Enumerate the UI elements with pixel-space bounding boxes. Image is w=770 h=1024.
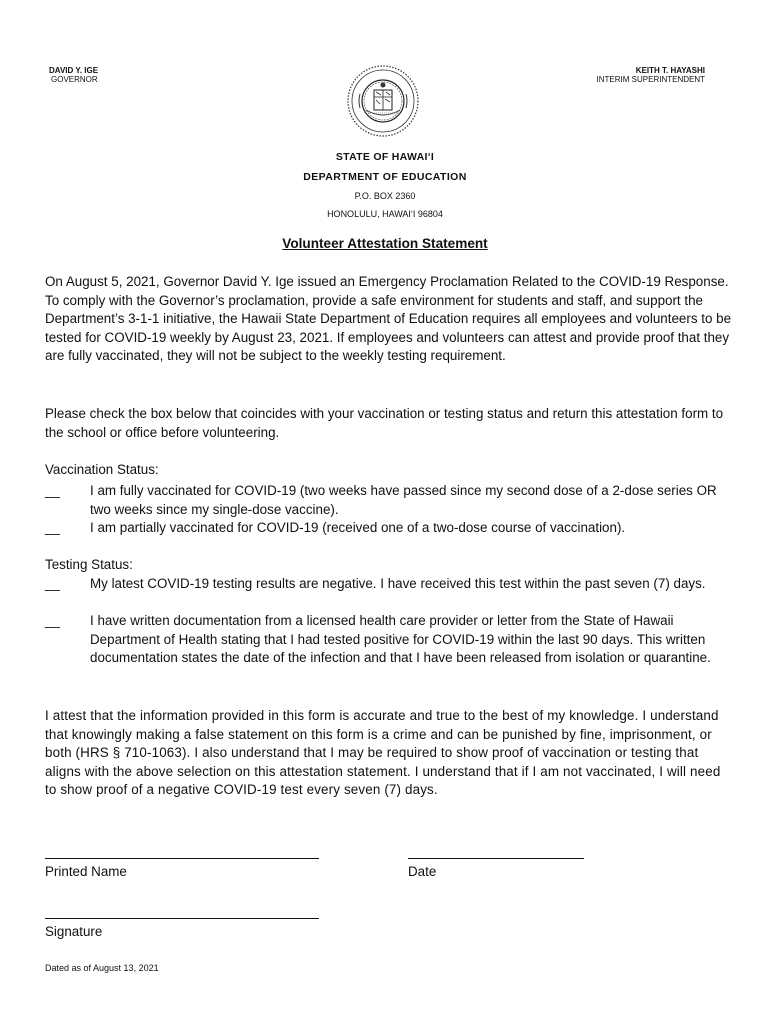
- state-heading: STATE OF HAWAI‘I: [335, 151, 435, 163]
- printed-name-label: Printed Name: [45, 864, 127, 879]
- option-label: I am partially vaccinated for COVID-19 (received one of a two-dose course of vaccination).: [90, 520, 626, 535]
- department-heading: DEPARTMENT OF EDUCATION: [303, 171, 467, 183]
- superintendent-name: KEITH T. HAYASHI: [635, 66, 705, 75]
- state-seal-icon: [346, 64, 420, 138]
- checkbox-blank[interactable]: __: [45, 613, 60, 628]
- governor-name: DAVID Y. IGE: [49, 66, 99, 75]
- signature-line[interactable]: [45, 918, 319, 919]
- testing-option-negative[interactable]: [45, 575, 735, 613]
- footer-date: Dated as of August 13, 2021: [45, 963, 159, 973]
- po-box: P.O. BOX 2360: [354, 191, 416, 201]
- option-label: I have written documentation from a licensed health care provider or letter from the State of Hawaii Department of Health stating that I had tested positive for COVID-19 within the last 90 days. This written documentation states the date of the infection and that I have been released from isolation or quarantine.: [90, 613, 711, 666]
- document-title: Volunteer Attestation Statement: [282, 236, 488, 251]
- checkbox-blank[interactable]: __: [45, 576, 60, 591]
- option-label: My latest COVID-19 testing results are negative. I have received this test within the past seven (7) days.: [90, 576, 706, 591]
- option-label: I am fully vaccinated for COVID-19 (two weeks have passed since my second dose of a 2-dose series OR two weeks since my single-dose vaccine).: [90, 483, 717, 517]
- printed-name-line[interactable]: [45, 858, 319, 859]
- governor-title: GOVERNOR: [51, 75, 98, 84]
- attest-paragraph: I attest that the information provided in this form is accurate and true to the best of my knowledge. I understand that knowingly making a false statement on this form is a crime and can be punished by fine, imprisonment, or both (HRS § 710-1063). I also understand that I may be required to show proof of vaccination or testing that aligns with the above selection on this attestation statement. I understand that if I am not vaccinated, I will need to show proof of a negative COVID-19 test every seven (7) days.: [45, 708, 721, 798]
- instruction-paragraph: Please check the box below that coincides with your vaccination or testing status and return this attestation form to the school or office before volunteering.: [45, 406, 724, 440]
- testing-option-documentation[interactable]: [45, 612, 735, 688]
- checkbox-blank[interactable]: __: [45, 483, 60, 498]
- intro-paragraph: On August 5, 2021, Governor David Y. Ige issued an Emergency Proclamation Related to the COVID-19 Response. To comply with the Governor’s proclamation, provide a safe environment for students and staff, and support the Department’s 3-1-1 initiative, the Hawaii State Department of Education requires all employees and volunteers to be tested for COVID-19 weekly by August 23, 2021. If employees and volunteers can attest and provide proof that they are fully vaccinated, they will not be subject to the weekly testing requirement.: [45, 274, 732, 364]
- testing-heading: Testing Status:: [45, 557, 133, 572]
- vaccination-heading: Vaccination Status:: [45, 462, 159, 477]
- checkbox-blank[interactable]: __: [45, 520, 60, 535]
- vaccination-option-partially[interactable]: [45, 519, 735, 539]
- superintendent-title: INTERIM SUPERINTENDENT: [596, 75, 705, 84]
- date-label: Date: [408, 864, 437, 879]
- city-address: HONOLULU, HAWAI‘I 96804: [327, 209, 443, 219]
- date-line[interactable]: [408, 858, 584, 859]
- signature-label: Signature: [45, 924, 103, 939]
- vaccination-option-fully[interactable]: [45, 482, 735, 520]
